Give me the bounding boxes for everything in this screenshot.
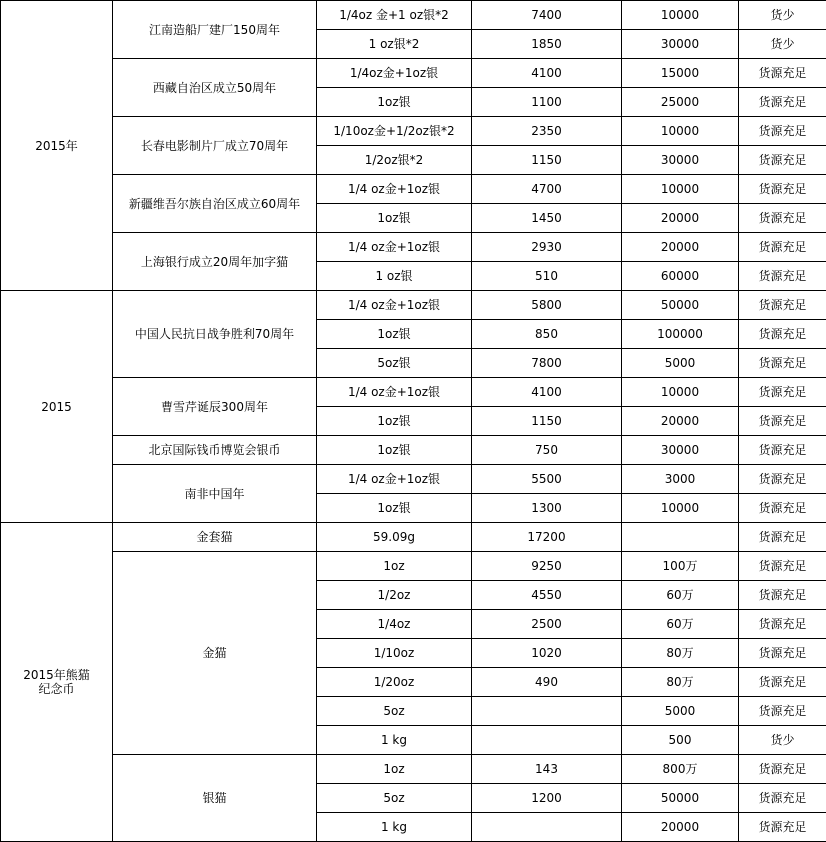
quantity-cell: 30000 bbox=[622, 146, 739, 175]
price-cell: 17200 bbox=[472, 523, 622, 552]
quantity-cell: 10000 bbox=[622, 494, 739, 523]
spec-cell: 1/4 oz金+1oz银 bbox=[317, 465, 472, 494]
quantity-cell: 100000 bbox=[622, 320, 739, 349]
table-row bbox=[1, 552, 826, 581]
spec-cell: 1/2oz银*2 bbox=[317, 146, 472, 175]
status-cell: 货源充足 bbox=[739, 436, 826, 465]
price-cell: 5500 bbox=[472, 465, 622, 494]
status-cell: 货源充足 bbox=[739, 233, 826, 262]
price-cell: 143 bbox=[472, 755, 622, 784]
status-cell: 货源充足 bbox=[739, 639, 826, 668]
spec-cell: 5oz bbox=[317, 784, 472, 813]
item-name-cell: 北京国际钱币博览会银币 bbox=[113, 436, 317, 465]
status-cell: 货源充足 bbox=[739, 407, 826, 436]
item-name-cell: 南非中国年 bbox=[113, 465, 317, 523]
spec-cell: 1/4 oz金+1oz银 bbox=[317, 175, 472, 204]
price-cell: 7800 bbox=[472, 349, 622, 378]
year-cell: 2015年 bbox=[1, 1, 113, 291]
status-cell: 货源充足 bbox=[739, 349, 826, 378]
spec-cell: 1oz银 bbox=[317, 436, 472, 465]
quantity-cell: 20000 bbox=[622, 204, 739, 233]
price-cell: 2500 bbox=[472, 610, 622, 639]
price-cell: 510 bbox=[472, 262, 622, 291]
spec-cell: 1 kg bbox=[317, 813, 472, 842]
table-row bbox=[1, 465, 826, 494]
spec-cell: 1oz银 bbox=[317, 494, 472, 523]
item-name-cell: 金套猫 bbox=[113, 523, 317, 552]
spec-cell: 1oz bbox=[317, 552, 472, 581]
table-body bbox=[1, 1, 826, 842]
quantity-cell: 60000 bbox=[622, 262, 739, 291]
status-cell: 货源充足 bbox=[739, 88, 826, 117]
status-cell: 货源充足 bbox=[739, 320, 826, 349]
table-row bbox=[1, 523, 826, 552]
price-cell: 1020 bbox=[472, 639, 622, 668]
item-name-cell: 西藏自治区成立50周年 bbox=[113, 59, 317, 117]
status-cell: 货源充足 bbox=[739, 755, 826, 784]
price-cell: 750 bbox=[472, 436, 622, 465]
price-cell: 1300 bbox=[472, 494, 622, 523]
quantity-cell: 15000 bbox=[622, 59, 739, 88]
quantity-cell: 30000 bbox=[622, 30, 739, 59]
price-cell: 490 bbox=[472, 668, 622, 697]
quantity-cell: 100万 bbox=[622, 552, 739, 581]
quantity-cell: 10000 bbox=[622, 175, 739, 204]
status-cell: 货源充足 bbox=[739, 378, 826, 407]
spec-cell: 5oz bbox=[317, 697, 472, 726]
spec-cell: 1 oz银*2 bbox=[317, 30, 472, 59]
status-cell: 货源充足 bbox=[739, 494, 826, 523]
quantity-cell: 50000 bbox=[622, 784, 739, 813]
price-cell: 2350 bbox=[472, 117, 622, 146]
price-cell: 850 bbox=[472, 320, 622, 349]
status-cell: 货少 bbox=[739, 726, 826, 755]
status-cell: 货源充足 bbox=[739, 581, 826, 610]
quantity-cell: 30000 bbox=[622, 436, 739, 465]
price-cell: 9250 bbox=[472, 552, 622, 581]
item-name-cell: 新疆维吾尔族自治区成立60周年 bbox=[113, 175, 317, 233]
status-cell: 货源充足 bbox=[739, 610, 826, 639]
status-cell: 货源充足 bbox=[739, 204, 826, 233]
status-cell: 货源充足 bbox=[739, 523, 826, 552]
spec-cell: 1oz bbox=[317, 755, 472, 784]
table-row bbox=[1, 175, 826, 204]
spec-cell: 1/4oz 金+1 oz银*2 bbox=[317, 1, 472, 30]
quantity-cell: 10000 bbox=[622, 378, 739, 407]
table-row bbox=[1, 755, 826, 784]
quantity-cell: 80万 bbox=[622, 668, 739, 697]
price-cell: 1850 bbox=[472, 30, 622, 59]
table-row bbox=[1, 59, 826, 88]
status-cell: 货源充足 bbox=[739, 175, 826, 204]
price-cell: 1100 bbox=[472, 88, 622, 117]
status-cell: 货源充足 bbox=[739, 697, 826, 726]
spec-cell: 1oz银 bbox=[317, 407, 472, 436]
price-cell: 4100 bbox=[472, 59, 622, 88]
price-cell: 4550 bbox=[472, 581, 622, 610]
quantity-cell: 10000 bbox=[622, 1, 739, 30]
quantity-cell: 20000 bbox=[622, 407, 739, 436]
status-cell: 货源充足 bbox=[739, 262, 826, 291]
spec-cell: 1 kg bbox=[317, 726, 472, 755]
spec-cell: 1/4oz bbox=[317, 610, 472, 639]
status-cell: 货源充足 bbox=[739, 668, 826, 697]
status-cell: 货源充足 bbox=[739, 146, 826, 175]
spec-cell: 1/2oz bbox=[317, 581, 472, 610]
price-cell: 2930 bbox=[472, 233, 622, 262]
price-cell: 4700 bbox=[472, 175, 622, 204]
quantity-cell: 60万 bbox=[622, 581, 739, 610]
price-cell bbox=[472, 697, 622, 726]
table-row bbox=[1, 291, 826, 320]
status-cell: 货源充足 bbox=[739, 291, 826, 320]
item-name-cell: 上海银行成立20周年加字猫 bbox=[113, 233, 317, 291]
item-name-cell: 曹雪芹诞辰300周年 bbox=[113, 378, 317, 436]
price-cell: 1150 bbox=[472, 407, 622, 436]
quantity-cell: 500 bbox=[622, 726, 739, 755]
quantity-cell: 60万 bbox=[622, 610, 739, 639]
price-cell: 5800 bbox=[472, 291, 622, 320]
quantity-cell: 3000 bbox=[622, 465, 739, 494]
quantity-cell: 10000 bbox=[622, 117, 739, 146]
spec-cell: 5oz银 bbox=[317, 349, 472, 378]
price-cell bbox=[472, 726, 622, 755]
item-name-cell: 中国人民抗日战争胜利70周年 bbox=[113, 291, 317, 378]
quantity-cell: 80万 bbox=[622, 639, 739, 668]
table-row bbox=[1, 1, 826, 30]
spec-cell: 1 oz银 bbox=[317, 262, 472, 291]
table-row bbox=[1, 117, 826, 146]
status-cell: 货少 bbox=[739, 1, 826, 30]
status-cell: 货源充足 bbox=[739, 465, 826, 494]
table-row bbox=[1, 436, 826, 465]
item-name-cell: 银猫 bbox=[113, 755, 317, 842]
quantity-cell: 800万 bbox=[622, 755, 739, 784]
price-cell: 1450 bbox=[472, 204, 622, 233]
spec-cell: 1/4 oz金+1oz银 bbox=[317, 378, 472, 407]
spec-cell: 1/20oz bbox=[317, 668, 472, 697]
spec-cell: 59.09g bbox=[317, 523, 472, 552]
price-cell: 1150 bbox=[472, 146, 622, 175]
item-name-cell: 长春电影制片厂成立70周年 bbox=[113, 117, 317, 175]
quantity-cell: 25000 bbox=[622, 88, 739, 117]
year-cell: 2015年熊猫纪念币 bbox=[1, 523, 113, 842]
spec-cell: 1oz银 bbox=[317, 320, 472, 349]
quantity-cell: 20000 bbox=[622, 233, 739, 262]
quantity-cell: 5000 bbox=[622, 697, 739, 726]
item-name-cell: 江南造船厂建厂150周年 bbox=[113, 1, 317, 59]
status-cell: 货源充足 bbox=[739, 552, 826, 581]
status-cell: 货源充足 bbox=[739, 784, 826, 813]
status-cell: 货源充足 bbox=[739, 117, 826, 146]
price-cell: 1200 bbox=[472, 784, 622, 813]
status-cell: 货源充足 bbox=[739, 813, 826, 842]
quantity-cell: 20000 bbox=[622, 813, 739, 842]
table-row bbox=[1, 233, 826, 262]
spec-cell: 1/4 oz金+1oz银 bbox=[317, 233, 472, 262]
quantity-cell bbox=[622, 523, 739, 552]
status-cell: 货少 bbox=[739, 30, 826, 59]
status-cell: 货源充足 bbox=[739, 59, 826, 88]
item-name-cell: 金猫 bbox=[113, 552, 317, 755]
spec-cell: 1/10oz bbox=[317, 639, 472, 668]
price-cell: 4100 bbox=[472, 378, 622, 407]
spec-cell: 1/10oz金+1/2oz银*2 bbox=[317, 117, 472, 146]
table-row bbox=[1, 378, 826, 407]
spec-cell: 1/4 oz金+1oz银 bbox=[317, 291, 472, 320]
spec-cell: 1oz银 bbox=[317, 204, 472, 233]
price-cell bbox=[472, 813, 622, 842]
quantity-cell: 5000 bbox=[622, 349, 739, 378]
price-cell: 7400 bbox=[472, 1, 622, 30]
quantity-cell: 50000 bbox=[622, 291, 739, 320]
spec-cell: 1/4oz金+1oz银 bbox=[317, 59, 472, 88]
spec-cell: 1oz银 bbox=[317, 88, 472, 117]
year-cell: 2015 bbox=[1, 291, 113, 523]
